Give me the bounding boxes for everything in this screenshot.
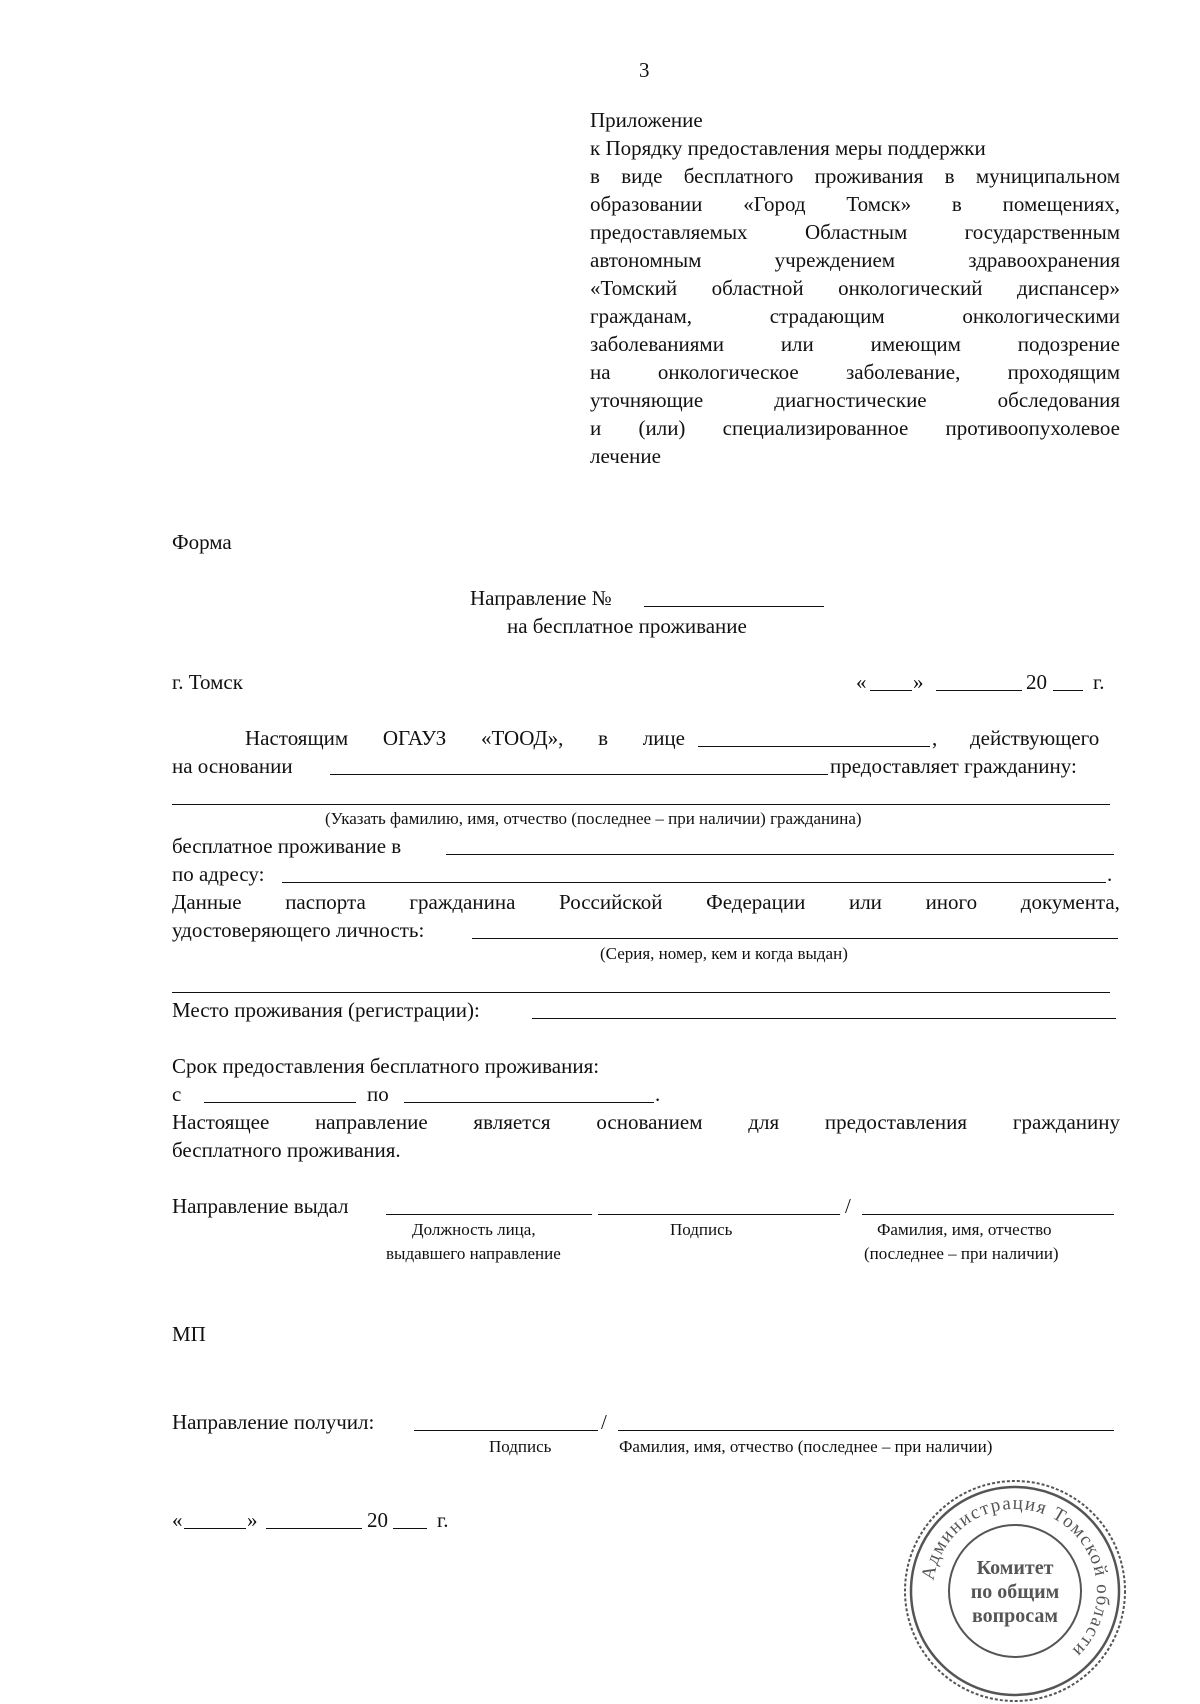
number-field[interactable] [644,606,824,607]
appendix-line-10: уточняющие диагностические обследования [590,388,1120,412]
bottom-date-year-suffix: г. [437,1508,449,1532]
residence-field[interactable] [532,1018,1116,1019]
caption-issuer-name-2: (последнее – при наличии) [864,1244,1059,1263]
bottom-date-day-field[interactable] [184,1528,246,1529]
passport-field[interactable] [472,938,1118,939]
issuer-position-field[interactable] [386,1214,592,1215]
stamp-center-line-2: по общим [970,1581,1060,1603]
caption-receiver-signature: Подпись [489,1437,552,1456]
appendix-line-3: образовании «Город Томск» в помещениях, [590,192,1120,216]
term-from-field[interactable] [204,1102,356,1103]
hint-citizen-name: (Указать фамилию, имя, отчество (последнее – при наличии) гражданина) [325,809,862,828]
term-to-field[interactable] [404,1102,654,1103]
bottom-date-open-quote: « [172,1508,183,1532]
date-open-quote: « [856,670,867,694]
provides-label: предоставляет гражданину: [830,754,1077,778]
address-field[interactable] [282,882,1106,883]
date-year-suffix: г. [1093,670,1105,694]
page-number: 3 [639,58,650,82]
appendix-line-2: в виде бесплатного проживания в муниципальном [590,164,1120,188]
heading-line-2: на бесплатное проживание [507,614,747,638]
appendix-title: Приложение [590,108,703,132]
appendix-line-5: автономным учреждением здравоохранения [590,248,1120,272]
free-stay-field[interactable] [446,854,1114,855]
from-label: с [172,1082,182,1106]
issuer-name-field[interactable] [862,1214,1114,1215]
date-day-field[interactable] [870,690,912,691]
appendix-line-6: «Томский областной онкологический диспансер» [590,276,1120,300]
appendix-line-12: лечение [590,444,661,468]
receiver-signature-field[interactable] [414,1430,598,1431]
date-year-field[interactable] [1053,690,1083,691]
caption-position-2: выдавшего направление [386,1244,561,1263]
representative-field[interactable] [698,746,930,747]
appendix-line-1: к Порядку предоставления меры поддержки [590,136,986,160]
bottom-date-year-field[interactable] [393,1528,427,1529]
stamp-center-line-1: Комитет [976,1557,1054,1579]
paragraph-1-start: Настоящим ОГАУЗ «ТООД», в лице [245,726,685,750]
term-end: . [655,1082,661,1106]
form-label: Форма [172,530,232,554]
passport-line: Данные паспорта гражданина Российской Федерации или иного документа, [172,890,1120,914]
passport-field-extra[interactable] [172,992,1110,993]
place: г. Томск [172,670,243,694]
basis-field[interactable] [330,774,828,775]
comma: , [932,726,938,750]
stamp-center-line-3: вопросам [971,1605,1059,1627]
caption-issuer-signature: Подпись [670,1220,733,1239]
date-close-quote: » [913,670,924,694]
caption-receiver-name: Фамилия, имя, отчество (последнее – при наличии) [619,1437,993,1456]
stamp-ring-text: Администрация Томской области [917,1492,1114,1663]
bottom-date-month-field[interactable] [266,1528,362,1529]
date-month-field[interactable] [936,690,1022,691]
identity-label: удостоверяющего личность: [172,918,425,942]
bottom-date-close-quote: » [247,1508,258,1532]
caption-issuer-name-1: Фамилия, имя, отчество [877,1220,1052,1239]
seal-place-label: МП [172,1322,206,1346]
acting-word: действующего [970,726,1100,750]
received-label: Направление получил: [172,1410,375,1434]
issued-label: Направление выдал [172,1194,349,1218]
issuer-signature-field[interactable] [598,1214,840,1215]
term-label: Срок предоставления бесплатного проживания: [172,1054,600,1078]
received-slash: / [601,1410,607,1434]
appendix-line-4: предоставляемых Областным государственным [590,220,1120,244]
receiver-name-field[interactable] [618,1430,1114,1431]
heading-line-1: Направление № [470,586,612,610]
address-label: по адресу: [172,862,265,886]
residence-label: Место проживания (регистрации): [172,998,480,1022]
bottom-date-year-prefix: 20 [367,1508,388,1532]
issued-slash: / [845,1194,851,1218]
citizen-name-field[interactable] [172,804,1110,805]
basis-paragraph-line-2: бесплатного проживания. [172,1138,401,1162]
basis-paragraph-line-1: Настоящее направление является основанием для предоставления гражданину [172,1110,1120,1134]
appendix-line-8: заболеваниями или имеющим подозрение [590,332,1120,356]
appendix-line-11: и (или) специализированное противоопухолевое [590,416,1120,440]
date-year-prefix: 20 [1026,670,1047,694]
caption-position-1: Должность лица, [412,1220,536,1239]
basis-label: на основании [172,754,293,778]
official-stamp [902,1478,1128,1704]
hint-passport: (Серия, номер, кем и когда выдан) [600,944,848,963]
to-label: по [367,1082,389,1106]
appendix-line-9: на онкологическое заболевание, проходящим [590,360,1120,384]
free-stay-label: бесплатное проживание в [172,834,402,858]
appendix-line-7: гражданам, страдающим онкологическими [590,304,1120,328]
address-end: . [1107,862,1113,886]
